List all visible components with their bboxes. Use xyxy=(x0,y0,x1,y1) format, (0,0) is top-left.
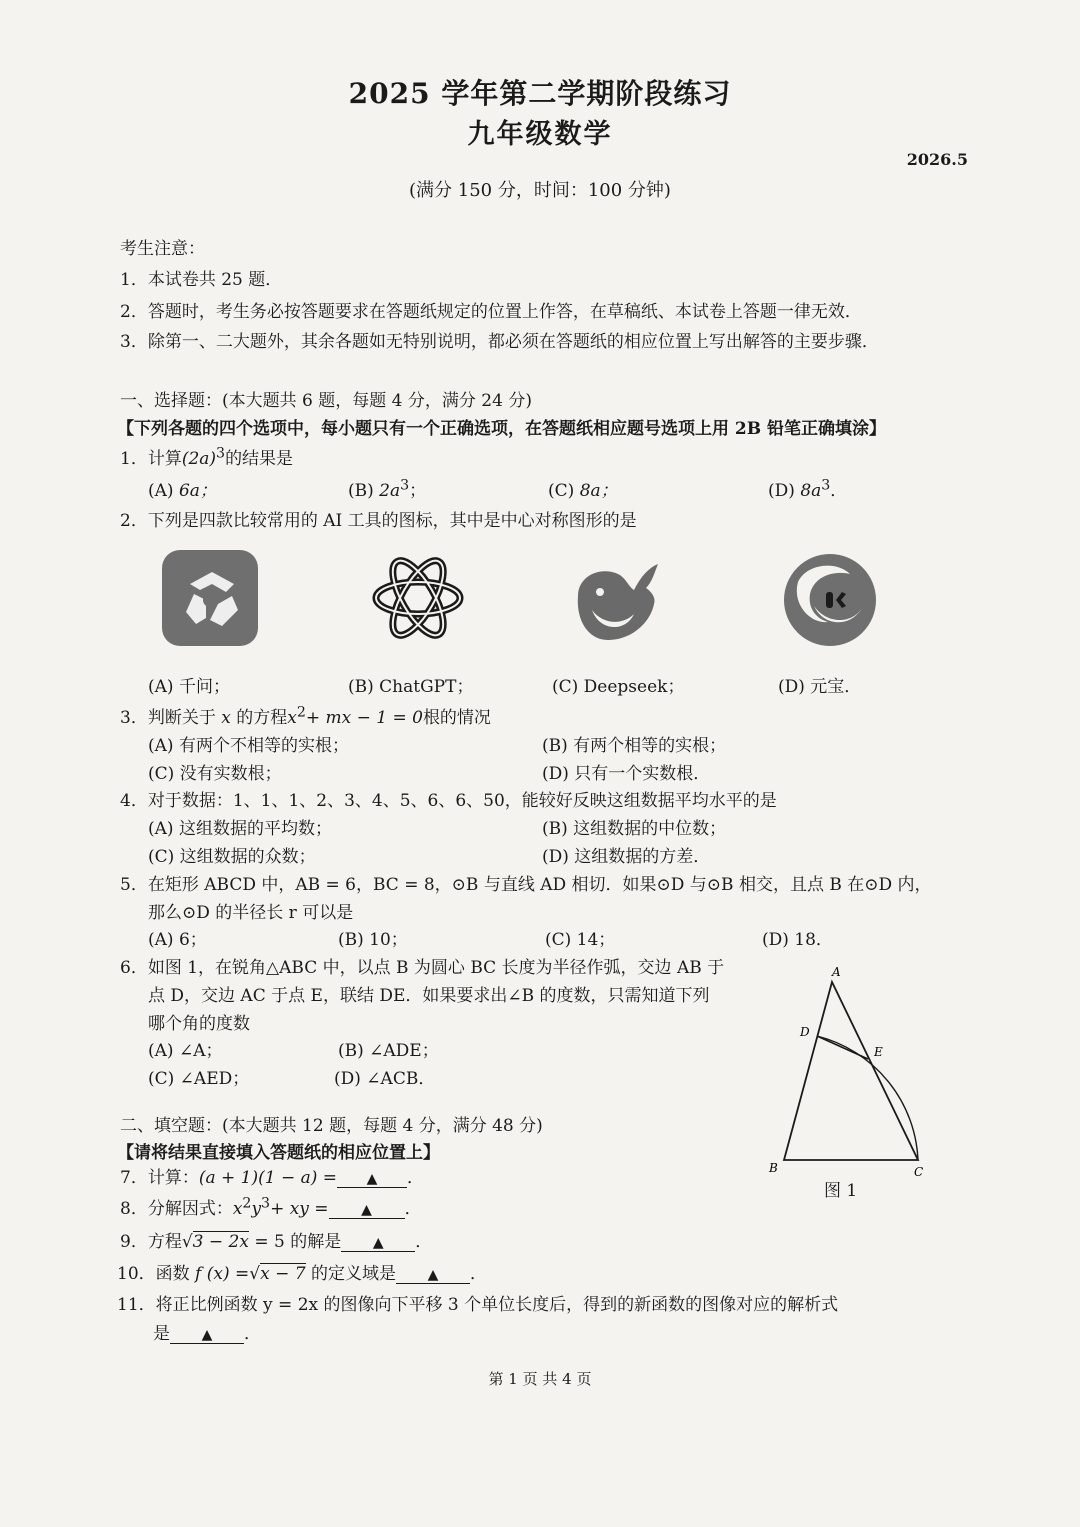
q9: 9．方程√3 − 2x = 5 的解是 ▲ ． xyxy=(120,1232,433,1252)
q1-option-a: (A) 6a； xyxy=(148,481,217,501)
q6-option-d: (D) ∠ACB． xyxy=(334,1069,436,1089)
q3-option-b: (B) 有两个相等的实根； xyxy=(542,736,727,756)
qianwen-logo-icon xyxy=(160,548,260,648)
q2-option-b: (B) ChatGPT； xyxy=(348,677,474,697)
q5-stem-line1: 5．在矩形 ABCD 中，AB = 6，BC = 8，⊙B 与直线 AD 相切．如果⊙D 与⊙B 相交，且点 B 在⊙D 内， xyxy=(120,875,932,895)
q5-stem-line2: 那么⊙D 的半径长 r 可以是 xyxy=(148,903,354,923)
exam-date: 2026.5 xyxy=(906,150,968,169)
q11-line1: 11．将正比例函数 y = 2x 的图像向下平移 3 个单位长度后，得到的新函数的图像对应的解析式 xyxy=(117,1295,839,1315)
q1-option-c: (C) 8a； xyxy=(548,481,618,501)
q6-stem-line3: 哪个角的度数 xyxy=(148,1014,250,1034)
section1-heading: 一、选择题：(本大题共 6 题，每题 4 分，满分 24 分) xyxy=(120,391,532,411)
q4-option-b: (B) 这组数据的中位数； xyxy=(542,819,727,839)
label-d: D xyxy=(800,1025,810,1039)
section2-instruction: 【请将结果直接填入答题纸的相应位置上】 xyxy=(117,1143,440,1163)
q2-option-d: (D) 元宝． xyxy=(778,677,862,697)
q3-option-c: (C) 没有实数根； xyxy=(148,764,282,784)
answer-blank: ▲ xyxy=(170,1327,244,1344)
notice-heading: 考生注意： xyxy=(120,239,205,259)
q11-line2: 是 ▲ ． xyxy=(153,1324,261,1344)
q2-stem: 2．下列是四款比较常用的 AI 工具的图标，其中是中心对称图形的是 xyxy=(120,511,637,531)
q4-stem: 4．对于数据：1、1、1、2、3、4、5、6、6、50，能较好反映这组数据平均水平的是 xyxy=(120,791,777,811)
label-e: E xyxy=(874,1045,883,1059)
triangle-figure xyxy=(760,960,940,1200)
exam-subtitle: 九年级数学 xyxy=(467,119,613,150)
q7: 7．计算：(a + 1)(1 − a) = ▲ ． xyxy=(120,1168,425,1188)
answer-blank: ▲ xyxy=(396,1267,470,1284)
label-b: B xyxy=(769,1161,778,1175)
notice-item: 1．本试卷共 25 题． xyxy=(120,270,283,290)
q1-option-d: (D) $8a^3$． xyxy=(768,477,848,501)
q4-option-c: (C) 这组数据的众数； xyxy=(148,847,316,867)
q2-option-a: (A) 千问； xyxy=(148,677,230,697)
q3-option-d: (D) 只有一个实数根． xyxy=(542,764,711,784)
section2-heading: 二、填空题：(本大题共 12 题，每题 4 分，满分 48 分) xyxy=(120,1116,543,1136)
q5-option-d: (D) 18． xyxy=(762,930,833,950)
figure-caption: 图 1 xyxy=(824,1181,858,1201)
answer-blank: ▲ xyxy=(337,1171,407,1188)
exam-title: 2025 学年第二学期阶段练习 xyxy=(348,77,732,110)
answer-blank: ▲ xyxy=(329,1202,405,1219)
page-footer: 第 1 页 共 4 页 xyxy=(488,1370,592,1388)
answer-blank: ▲ xyxy=(341,1235,415,1252)
q5-option-c: (C) 14； xyxy=(545,930,616,950)
q8: 8．分解因式：$x^2y^3+$ xy = ▲ ． xyxy=(120,1195,422,1219)
label-a: A xyxy=(832,965,841,979)
q6-stem-line1: 6．如图 1，在锐角△ABC 中，以点 B 为圆心 BC 长度为半径作弧，交边 AB 于 xyxy=(120,958,725,978)
deepseek-whale-icon xyxy=(566,548,666,648)
label-c: C xyxy=(914,1165,924,1179)
q6-option-a: (A) ∠A； xyxy=(148,1041,223,1061)
q5-option-a: (A) 6； xyxy=(148,930,207,950)
q3-stem: 3．判断关于 x 的方程$x^2+$ mx − 1 = 0根的情况 xyxy=(120,704,491,728)
q1-stem: 1．计算$(2a)^3$的结果是 xyxy=(120,445,294,469)
chatgpt-logo-icon xyxy=(368,548,468,648)
q3-option-a: (A) 有两个不相等的实根； xyxy=(148,736,349,756)
q10: 10．函数 f (x) =√x − 7 的定义域是 ▲ ． xyxy=(117,1264,487,1284)
q2-option-c: (C) Deepseek； xyxy=(552,677,685,697)
q4-option-d: (D) 这组数据的方差． xyxy=(542,847,711,867)
exam-meta: (满分 150 分，时间：100 分钟) xyxy=(409,180,671,201)
q4-option-a: (A) 这组数据的平均数； xyxy=(148,819,332,839)
q5-option-b: (B) 10； xyxy=(338,930,408,950)
yuanbao-logo-icon xyxy=(780,548,880,648)
section1-instruction: 【下列各题的四个选项中，每小题只有一个正确选项，在答题纸相应题号选项上用 2B 铅笔正确填涂】 xyxy=(117,419,887,439)
q1-option-b: (B) $2a^3$； xyxy=(348,477,427,501)
notice-item: 3．除第一、二大题外，其余各题如无特别说明，都必须在答题纸的相应位置上写出解答的主要步骤． xyxy=(120,332,879,352)
notice-item: 2．答题时，考生务必按答题要求在答题纸规定的位置上作答，在草稿纸、本试卷上答题一律无效． xyxy=(120,302,862,322)
q6-option-b: (B) ∠ADE； xyxy=(338,1041,439,1061)
q6-stem-line2: 点 D，交边 AC 于点 E，联结 DE．如果要求出∠B 的度数，只需知道下列 xyxy=(148,986,710,1006)
q6-option-c: (C) ∠AED； xyxy=(148,1069,250,1089)
